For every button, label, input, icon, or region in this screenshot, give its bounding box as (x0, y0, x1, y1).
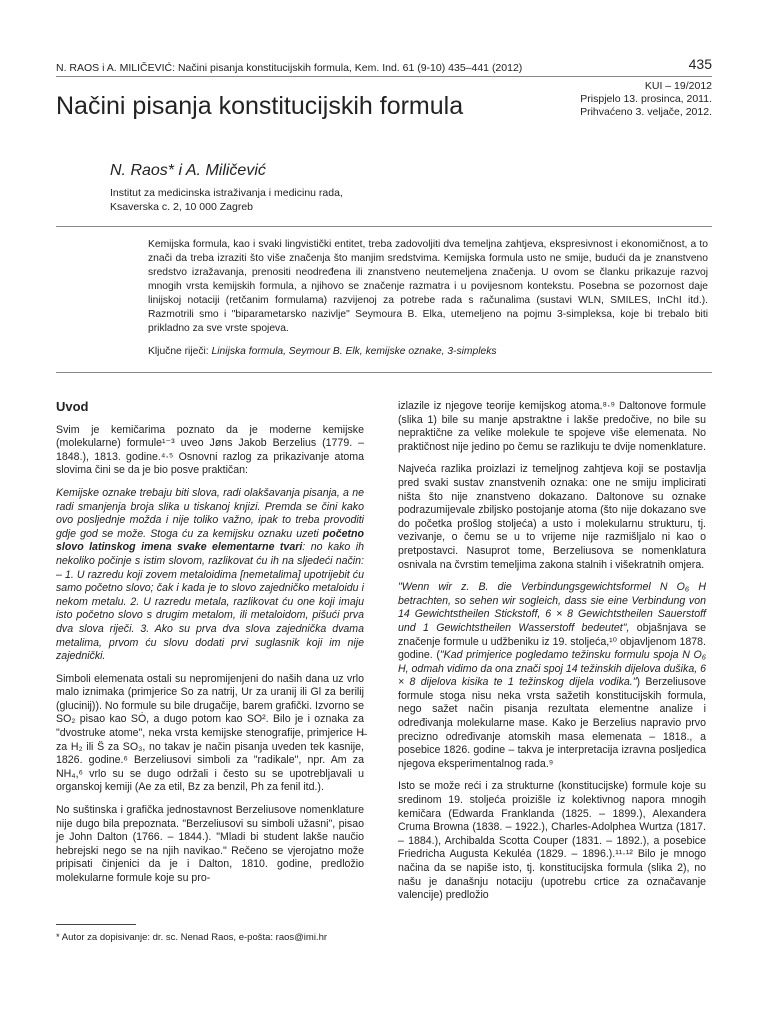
right-column (398, 400, 706, 912)
left-paragraph-2: Simboli elemenata ostali su nepromijenjeni do naših dana uz vrlo malo iznimaka (primjerice So za natrij, Ur za uranij ili Gl za berilij (glucinij)). No formule su bile drugačije, barem grafički. Izvorno se SO₂ pisao kao SȮ, a dugo potom kao SO². Bilo je i oznaka za "dvostruke atome", neka vrsta kemijske stenografije, primjerice H̶ za H₂ ili S̈ za SO₃, no takav je način pisanja uveden tek kasnije, 1826. godine.⁶ Berzeliusovi simboli za "radikale", npr. Am za NH₄,⁶ vrlo su se dugo održali i često su se upotrebljavali u organskoj kemiji (Ae za etil, Bz za benzil, Ph za fenil itd.). (56, 672, 364, 794)
meta-line-2: Prispjelo 13. prosinca, 2011. (580, 93, 712, 105)
berzelius-quote (56, 487, 364, 664)
quote-translation: "Kad primjerice pogledamo težinsku formulu spoja N O₆ H, odmah vidimo da ona znači spoj 14 težinskih dijelova dušika, 6 × 8 dijelova kisika te 1 težinskog dijela vodika." (398, 649, 706, 689)
quote-emphasis: početno slovo latinskog imena svake elementarne tvari (56, 527, 364, 554)
running-header: N. RAOS i A. MILIČEVIĆ: Načini pisanja konstitucijskih formula, Kem. Ind. 61 (9-10) 435–441 (2012) (56, 62, 523, 74)
section-heading-uvod: Uvod (56, 399, 89, 414)
keywords-text: Linijska formula, Seymour B. Elk, kemijske oznake, 3-simpleks (211, 346, 497, 357)
left-paragraph-1: Svim je kemičarima poznato da je moderne kemijske (molekularne) formule¹⁻³ uveo Jøns Jakob Berzelius (1779. – 1848.), 1813. godine.⁴·⁵ Osnovni razlog za prikazivanje atoma slovima čini se da je bio posve praktičan: (56, 423, 364, 477)
meta-line-1: KUI – 19/2012 (644, 80, 712, 92)
abstract: Kemijska formula, kao i svaki lingvistički entitet, treba zadovoljiti dva temeljna zahtjeva, ekspresivnost i ekonomičnost, a to znači da treba izraziti što više značenja što manjim sredstvima. Kemijska formula usto ne smije, budući da je znanstveno sredstvo izražavanja, prenositi neodređena ili znanstveno neutemeljena značenja. U ovom se članku prikazuje razvoj mnogih vrsta kemijskih formula, a njihovo se značenje razmatra i u povijesnom kontekstu. Posebna se pozornost daje linijskoj notaciji (retčanim formulama) razvijenoj za potrebe rada s računalima (sustavi WLN, SMILES, InChI itd.). Razmotrili smo i "biparametarsko nazivlje" Seymoura B. Elka, utemeljeno na pojmu 3-simpleksa, koje bi trebalo biti prikladno za sve vrste spojeva. (148, 239, 708, 334)
right-paragraph-3: Isto se može reći i za strukturne (konstitucijske) formule koje su sredinom 19. stoljeća proizišle iz kolektivnog napora mnogih kemičara (Edwarda Franklanda (1825. – 1899.), Alexandera Cruma Browna (1838. – 1922.), Charles-Adolphea Wurtza (1817. – 1884.), Archibalda Scotta Couper (1831. – 1892.), a posebice Friedricha Augusta Kekuléa (1829. – 1896.).¹¹·¹² Bilo je mnogo načina da se napiše isto, tj. konstitucijska formula (slika 2), no našu je današnju notaciju (upotrebu crtice za označavanje valencije) predložio (398, 780, 706, 902)
meta-line-3: Prihvaćeno 3. veljače, 2012. (580, 106, 712, 118)
quote-part-2: : no kako ih nekoliko počinje s istim slovom, razlikovat ću ih na sljedeći način: – 1. U razredu koji zovem metaloidima [nemetalima] upotrijebit ću samo početno slovo; čak i kada je to slovo zajedničko metaloidu i nekom metalu. 2. U razredu metala, razlikovat ću one koji imaju isto početno slovo s drugim metalom, ili metaloidom, pišući prva dva slova riječi. 3. Ako su prva dva slova zajednička dvama metalima, prvom ću slovu dodati prvi suglasnik koji im nije zajednički. (56, 541, 364, 663)
submission-meta (580, 80, 712, 119)
abstract-bottom-rule (56, 372, 712, 373)
quote-source: objašnjava se značenje formule u udžbeniku iz 19. stoljeća,¹⁰ objavljenom 1878. godine. ( (398, 621, 706, 662)
keywords (148, 346, 708, 357)
affiliation-line-1: Institut za medicinska istraživanja i medicinu rada, (110, 187, 343, 199)
german-quote: "Wenn wir z. B. die Verbindungsgewichtsformel N O₆ H betrachten, so sehen wir sogleich, dass sie eine Verbindung von 14 Gewichtstheilen Stickstoff, 6 × 8 Gewichtstheilen Sauerstoff und 1 Gewichtstheilen Wasserstoff bedeutet", (398, 581, 706, 634)
footnote-rule (56, 924, 136, 925)
quote-followup: ) Berzeliusove formule stoga nisu neka vrsta sažetih konstitucijskih formula, nego sažet način pisanja rezultata elementne analize i određivanja molekularne mase. Kako je Berzelius napravio prvo precizno određivanje atomskih masa elemenata – 1818., a posebice 1826. godine – takva je interpretacija izravna posljedica njegova eksperimentalnog rada.⁹ (398, 676, 706, 770)
right-paragraph-1: izlazile iz njegove teorije kemijskog atoma.⁸·⁹ Daltonove formule (slika 1) bile su manje apstraktne i lakše predočive, no bile su nepraktične za velike molekule te spojeve više elemenata. No praktičnost nije jedino po čemu se razlikuju te dvije nomenklature. (398, 400, 706, 453)
page-number: 435 (688, 56, 712, 72)
paper-title: Načini pisanja konstitucijskih formula (56, 92, 464, 120)
affiliation (110, 186, 343, 214)
quote-part-1: Kemijske oznake trebaju biti slova, radi olakšavanja pisanja, a ne radi smanjenja broja slika u tiskanoj knjizi. Premda se čini kako ovo posljednje možda i nije toliko važno, ipak to treba provoditi gdje god se može. Stoga ću za kemijsku oznaku uzeti (56, 486, 364, 540)
footnote: * Autor za dopisivanje: dr. sc. Nenad Raos, e-pošta: raos@imi.hr (56, 932, 328, 943)
header-rule (56, 76, 712, 77)
authors: N. Raos* i A. Miličević (110, 162, 266, 179)
keywords-label: Ključne riječi: (148, 346, 209, 357)
affiliation-line-2: Ksaverska c. 2, 10 000 Zagreb (110, 201, 253, 213)
abstract-top-rule (56, 226, 712, 227)
right-paragraph-2: Najveća razlika proizlazi iz temeljnog zahtjeva koji se postavlja pred svaki sustav znanstvenih oznaka: one ne smiju implicirati ništa što nije znanstveno dokazano. Daltonove su oznake podrazumijevale zbiljsko postojanje atoma (što nije dokazano sve do početka prošlog stoljeća) a usto i molekularnu strukturu, tj. vezivanje, o čemu se u to vrijeme nije razmišljalo ni kao o pretpostavci. Nasuprot tome, Berzeliusova se nomenklatura osnivala na čvrstim temeljima zakona stalnih i višekratnih omjera. (398, 463, 706, 571)
right-paragraph-quote (398, 581, 706, 771)
left-paragraph-3: No suštinska i grafička jednostavnost Berzeliusove nomenklature nije dugo bila prepoznata. "Berzeliusovi su simboli užasni", pisao je John Dalton (1766. – 1844.). "Mladi bi student lakše naučio hebrejski nego se na njih navikao." Rečeno se vjerojatno može pripisati činjenici da je i Dalton, 1810. godine, predložio molekularne formule koje su pro- (56, 804, 364, 884)
left-column (56, 400, 364, 895)
